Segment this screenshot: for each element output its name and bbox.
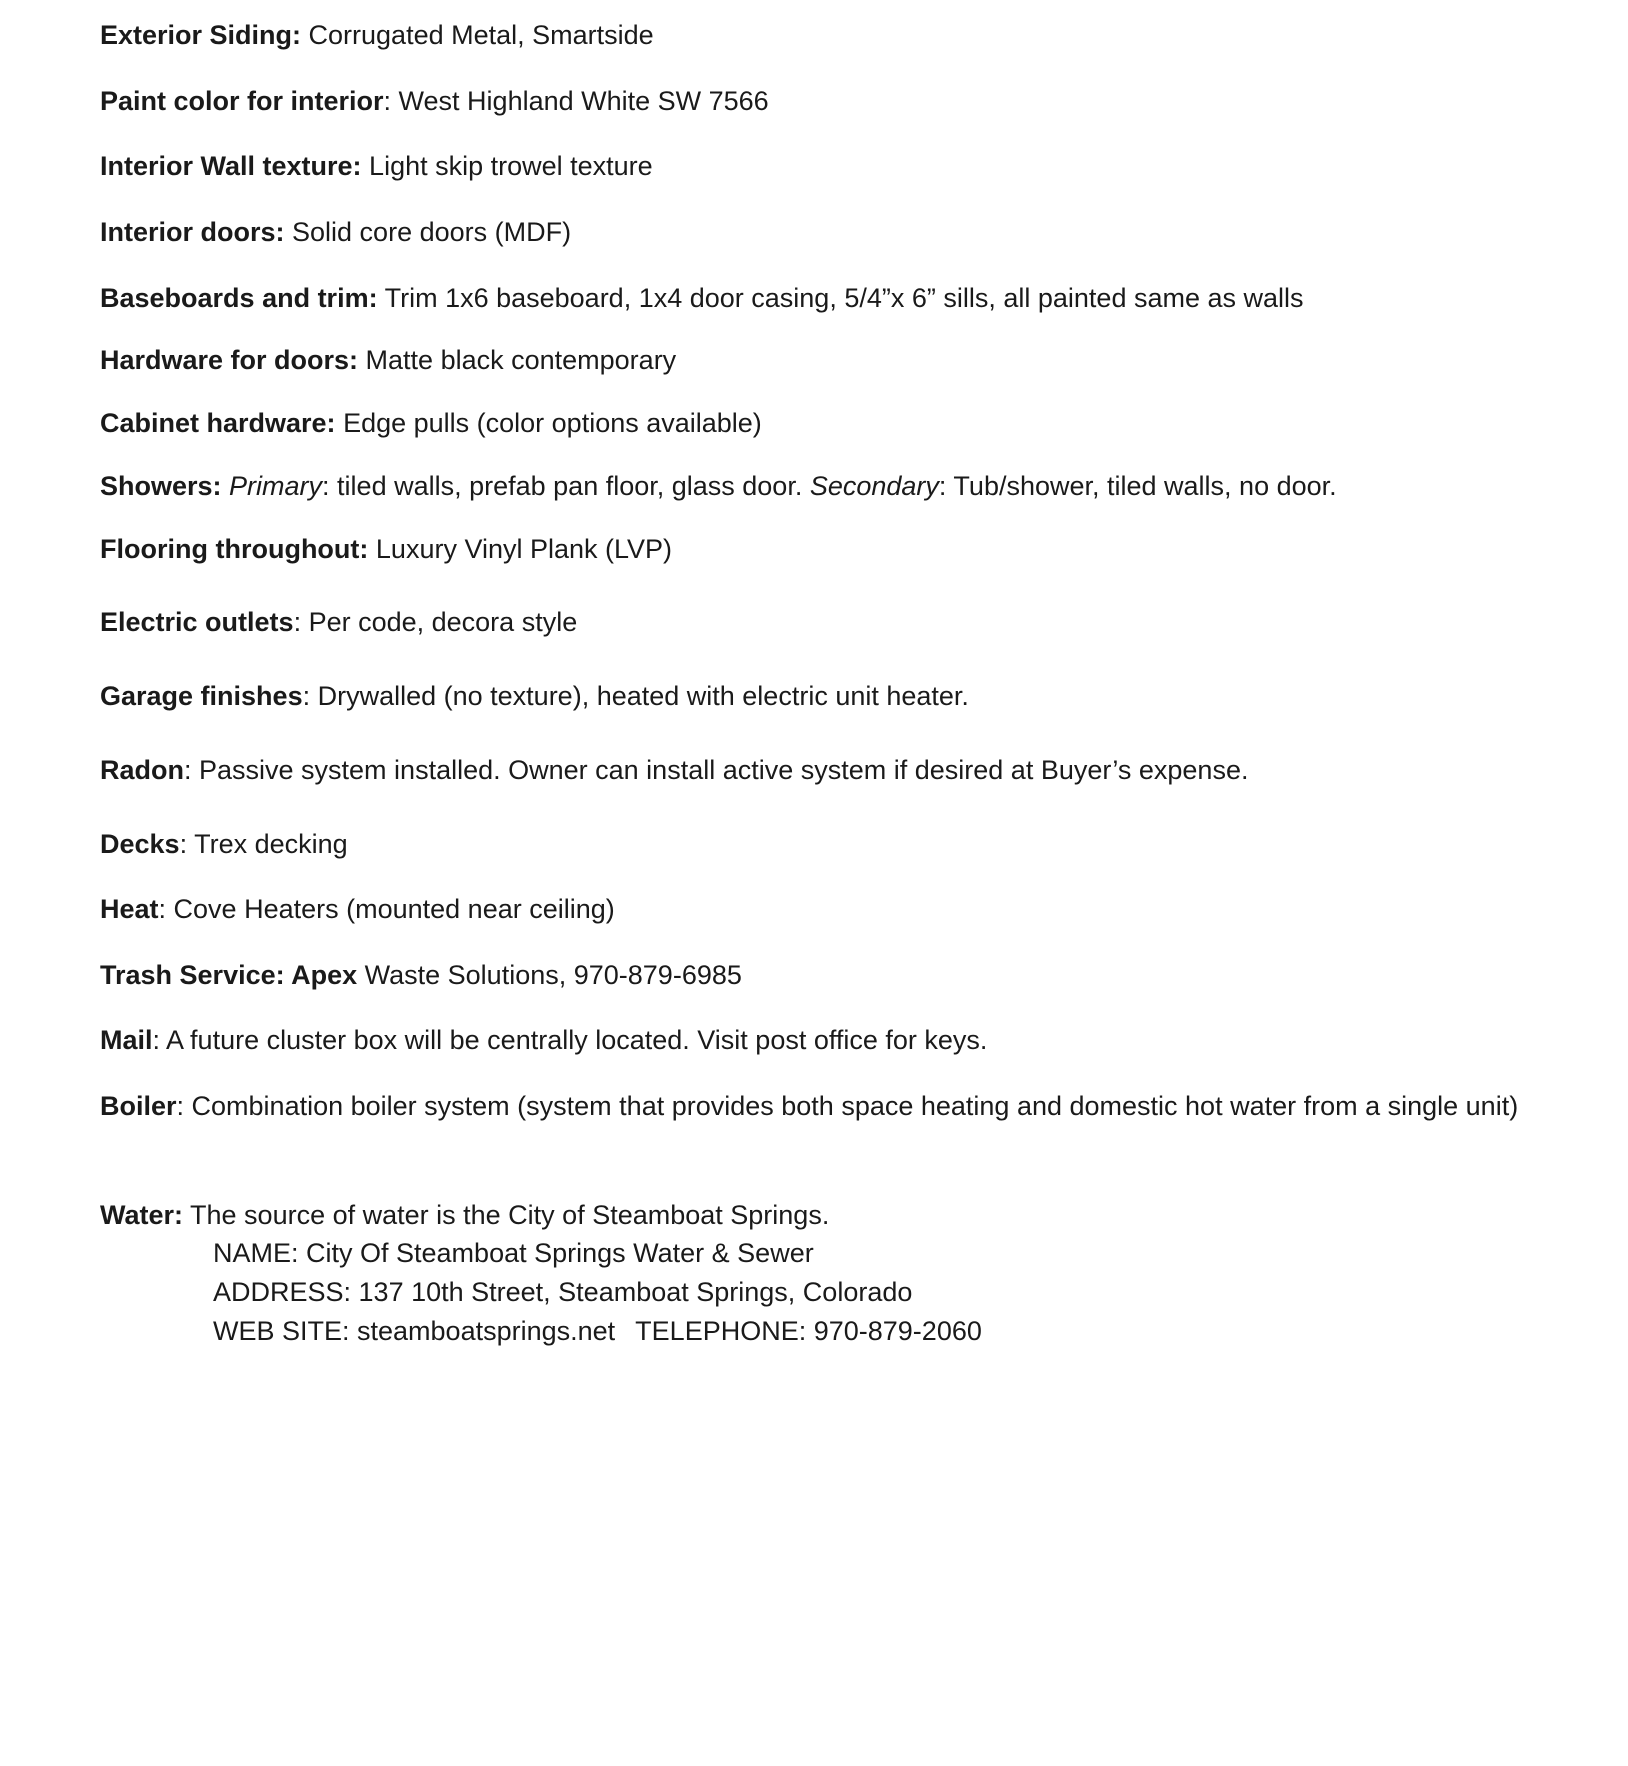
spec-value: : Drywalled (no texture), heated with electric unit heater. (302, 681, 969, 711)
showers-secondary-value: : Tub/shower, tiled walls, no door. (938, 471, 1337, 501)
spec-value: Waste Solutions, 970-879-6985 (357, 960, 742, 990)
water-telephone: TELEPHONE: 970-879-2060 (635, 1316, 982, 1346)
spec-wall-texture (100, 145, 1580, 187)
spec-label: Hardware for doors: (100, 345, 359, 375)
spec-value: The source of water is the City of Steamboat Springs. (183, 1200, 830, 1230)
spec-value: : Combination boiler system (system that provides both space heating and domestic hot water from a single unit) (176, 1091, 1519, 1121)
spec-label: Decks (100, 829, 180, 859)
spec-baseboards (100, 277, 1580, 319)
water-contact (213, 1313, 982, 1349)
spec-label: Electric outlets (100, 607, 294, 637)
spec-electric (100, 601, 1580, 643)
spec-label: Interior doors: (100, 217, 285, 247)
spec-decks (100, 823, 1580, 865)
spec-radon (100, 749, 1580, 791)
spec-value: Matte black contemporary (358, 345, 677, 375)
spec-interior-doors (100, 211, 1580, 253)
showers-primary-value: : tiled walls, prefab pan floor, glass door. (322, 471, 810, 501)
spec-label: Interior Wall texture: (100, 151, 362, 181)
spec-label: Water: (100, 1200, 184, 1230)
spec-value: Edge pulls (color options available) (335, 408, 762, 438)
spec-label: Boiler (100, 1091, 177, 1121)
spec-flooring (100, 528, 1580, 570)
spec-label: Cabinet hardware: (100, 408, 336, 438)
spec-boiler (100, 1085, 1560, 1127)
spec-value: Light skip trowel texture (361, 151, 653, 181)
spec-value: : Per code, decora style (293, 607, 578, 637)
spec-label: Baseboards and trim: (100, 283, 378, 313)
spec-label: Flooring throughout: (100, 534, 369, 564)
spec-label: Garage finishes (100, 681, 303, 711)
spec-value: : West Highland White SW 7566 (383, 86, 769, 116)
water-name: NAME: City Of Steamboat Springs Water & Sewer (213, 1238, 814, 1268)
spec-label: Showers: (100, 471, 222, 501)
spec-door-hardware (100, 339, 1580, 381)
spec-label: Exterior Siding: (100, 20, 302, 50)
spec-label: Mail (100, 1025, 153, 1055)
spec-label: Heat (100, 894, 159, 924)
spec-value: : A future cluster box will be centrally located. Visit post office for keys. (152, 1025, 988, 1055)
spec-heat (100, 888, 1580, 930)
spec-value: : Trex decking (179, 829, 348, 859)
spec-value: Trim 1x6 baseboard, 1x4 door casing, 5/4”x 6” sills, all painted same as walls (377, 283, 1304, 313)
spec-label: Paint color for interior (100, 86, 384, 116)
spec-cabinet-hardware (100, 402, 1580, 444)
spec-value: : Passive system installed. Owner can install active system if desired at Buyer’s expense. (184, 755, 1249, 785)
spec-trash (100, 954, 1580, 996)
spec-water (100, 1197, 829, 1233)
spec-mail (100, 1019, 1580, 1061)
spec-value: Luxury Vinyl Plank (LVP) (368, 534, 673, 564)
showers-primary-label: Primary (229, 471, 323, 501)
spec-exterior-siding (100, 14, 1580, 56)
spec-label: Radon (100, 755, 184, 785)
spec-garage (100, 675, 1580, 717)
water-address: ADDRESS: 137 10th Street, Steamboat Springs, Colorado (213, 1277, 913, 1307)
spec-value: : Cove Heaters (mounted near ceiling) (158, 894, 615, 924)
spec-value: Corrugated Metal, Smartside (301, 20, 654, 50)
showers-secondary-label: Secondary (809, 471, 939, 501)
spec-value: Solid core doors (MDF) (284, 217, 572, 247)
spec-label: Trash Service: Apex (100, 960, 358, 990)
spec-paint-color (100, 80, 1580, 122)
spec-showers (100, 465, 1580, 507)
water-website: WEB SITE: steamboatsprings.net (213, 1316, 616, 1346)
